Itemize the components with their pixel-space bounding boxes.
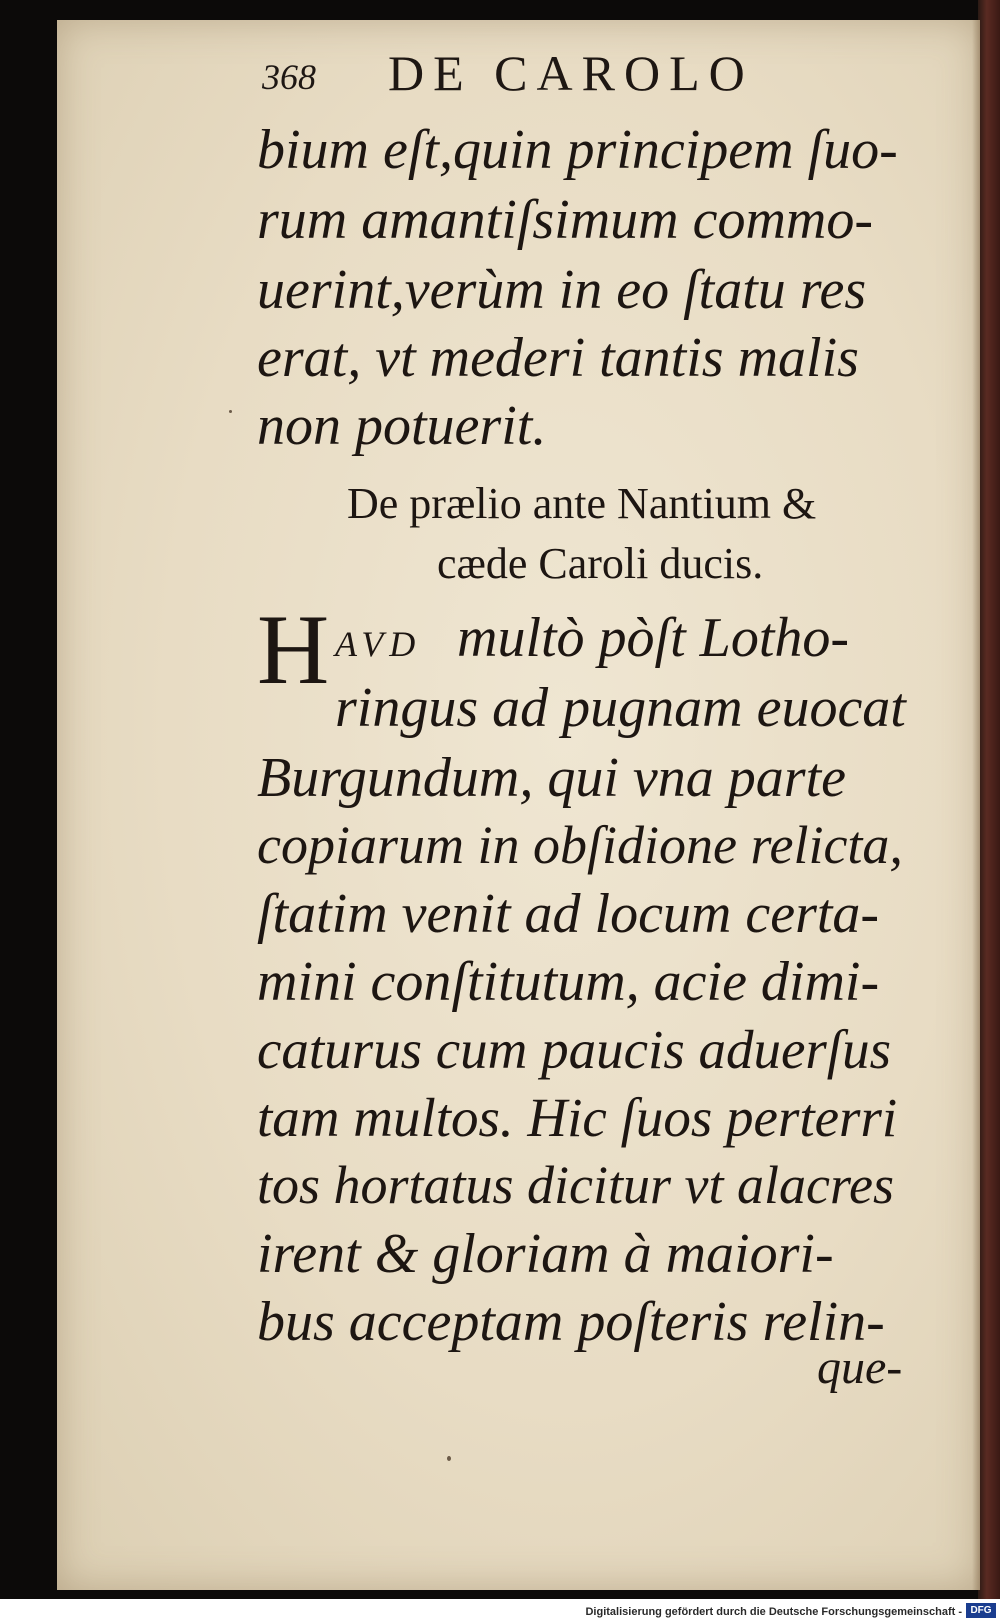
page-edge [972,20,980,1590]
text-line: caturus cum paucis aduerſus [257,1019,891,1080]
text-line: bus acceptam poſteris relin- [257,1291,885,1353]
drop-cap: H [257,594,330,705]
dfg-logo: DFG [966,1603,996,1618]
text-line: uerint,verùm in eo ſtatu res [257,259,867,321]
text-line: Burgundum, qui vna parte [257,747,846,809]
text-line: tam multos. Hic ſuos perterri [257,1087,898,1148]
text-line: non potuerit. [257,395,547,457]
page-number: 368 [262,57,316,97]
section-heading-line: De prælio ante Nantium & [347,479,817,528]
text-line: mini conſtitutum, acie dimi- [257,951,880,1013]
text-line: multò pòſt Lotho- [457,607,850,669]
text-line: ſtatim venit ad locum certa- [257,883,880,945]
text-line: ringus ad pugnam euocat [335,677,906,739]
footer-bar [0,1599,1000,1621]
paper-speck [229,410,232,413]
text-line: tos hortatus dicitur vt alacres [257,1155,894,1215]
text-line: erat, vt mederi tantis malis [257,327,859,389]
paper-speck [447,1456,451,1461]
footer-credit: Digitalisierung gefördert durch die Deutsche Forschungsgemeinschaft - [585,1606,962,1618]
section-heading-line: cæde Caroli ducis. [437,539,764,588]
text-line: copiarum in obſidione relicta, [257,815,903,875]
running-head-title: DE CAROLO [388,45,754,101]
text-line: bium eſt,quin principem ſuo- [257,119,898,181]
text-line: rum amantiſsimum commo- [257,189,873,251]
text-line: irent & gloriam à maiori- [257,1223,834,1285]
catchword: que- [817,1341,903,1394]
book-spine [978,0,1000,1621]
text-block [257,0,906,1400]
opening-word: AVD [335,624,422,664]
